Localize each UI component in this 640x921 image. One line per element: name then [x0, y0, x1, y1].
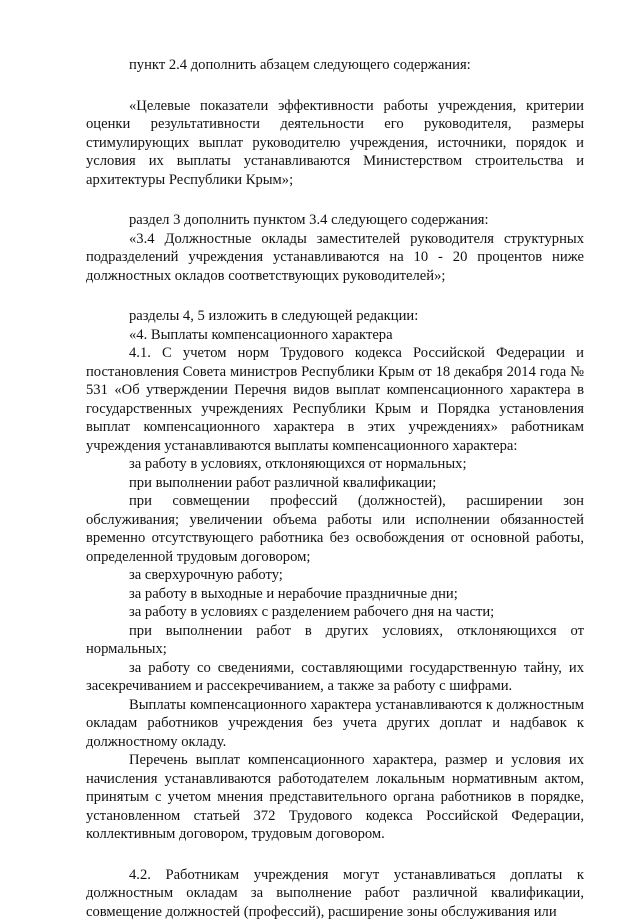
list-item: за работу в условиях, отклоняющихся от нормальных;	[86, 455, 584, 474]
paragraph-5: разделы 4, 5 изложить в следующей редакции:	[86, 307, 584, 326]
list-item: за работу в выходные и нерабочие праздничные дни;	[86, 585, 584, 604]
list-item: при выполнении работ различной квалификации;	[86, 474, 584, 493]
paragraph-2: «Целевые показатели эффективности работы учреждения, критерии оценки результативности деятельности его руководителя, размеры стимулирующих выплат руководителю учреждения, источники, порядок и условия их выплаты устанавливаются Министерством строительства и архитектуры Республики Крым»;	[86, 97, 584, 190]
paragraph-4: «3.4 Должностные оклады заместителей руководителя структурных подразделений учреждения устанавливаются на 10 - 20 процентов ниже должностных окладов соответствующих руководителей»;	[86, 230, 584, 286]
list-item: при выполнении работ в других условиях, отклоняющихся от нормальных;	[86, 622, 584, 659]
section-heading: «4. Выплаты компенсационного характера	[86, 326, 584, 345]
list-item: за работу в условиях с разделением рабочего дня на части;	[86, 603, 584, 622]
paragraph-4-2: 4.2. Работникам учреждения могут устанавливаться доплаты к должностным окладам за выполнение работ различной квалификации, совмещение должностей (профессий), расширение зоны обслуживания или	[86, 866, 584, 921]
paragraph-4-1: 4.1. С учетом норм Трудового кодекса Российской Федерации и постановления Совета министров Республики Крым от 18 декабря 2014 года № 531 «Об утверждении Перечня видов выплат компенсационного характера в государственных учреждениях Республики Крым и Порядка установления выплат компенсационного характера в этих учреждениях» работникам учреждения устанавливаются выплаты компенсационного характера:	[86, 344, 584, 455]
paragraph-list-conditions: Перечень выплат компенсационного характера, размер и условия их начисления устанавливаются работодателем локальным нормативным актом, принятым с учетом мнения представительного органа работников в порядке, установленном статьей 372 Трудового кодекса Российской Федерации, коллективным договором, трудовым договором.	[86, 751, 584, 844]
paragraph-payments: Выплаты компенсационного характера устанавливаются к должностным окладам работников учреждения без учета других доплат и надбавок к должностному окладу.	[86, 696, 584, 752]
list-item: при совмещении профессий (должностей), расширении зон обслуживания; увеличении объема работы или исполнении обязанностей временно отсутствующего работника без освобождения от основной работы, определенной трудовым договором;	[86, 492, 584, 566]
list-item: за сверхурочную работу;	[86, 566, 584, 585]
paragraph-3: раздел 3 дополнить пунктом 3.4 следующего содержания:	[86, 211, 584, 230]
list-item: за работу со сведениями, составляющими государственную тайну, их засекречиванием и рассекречиванием, а также за работу с шифрами.	[86, 659, 584, 696]
paragraph-1: пункт 2.4 дополнить абзацем следующего содержания:	[86, 56, 584, 75]
